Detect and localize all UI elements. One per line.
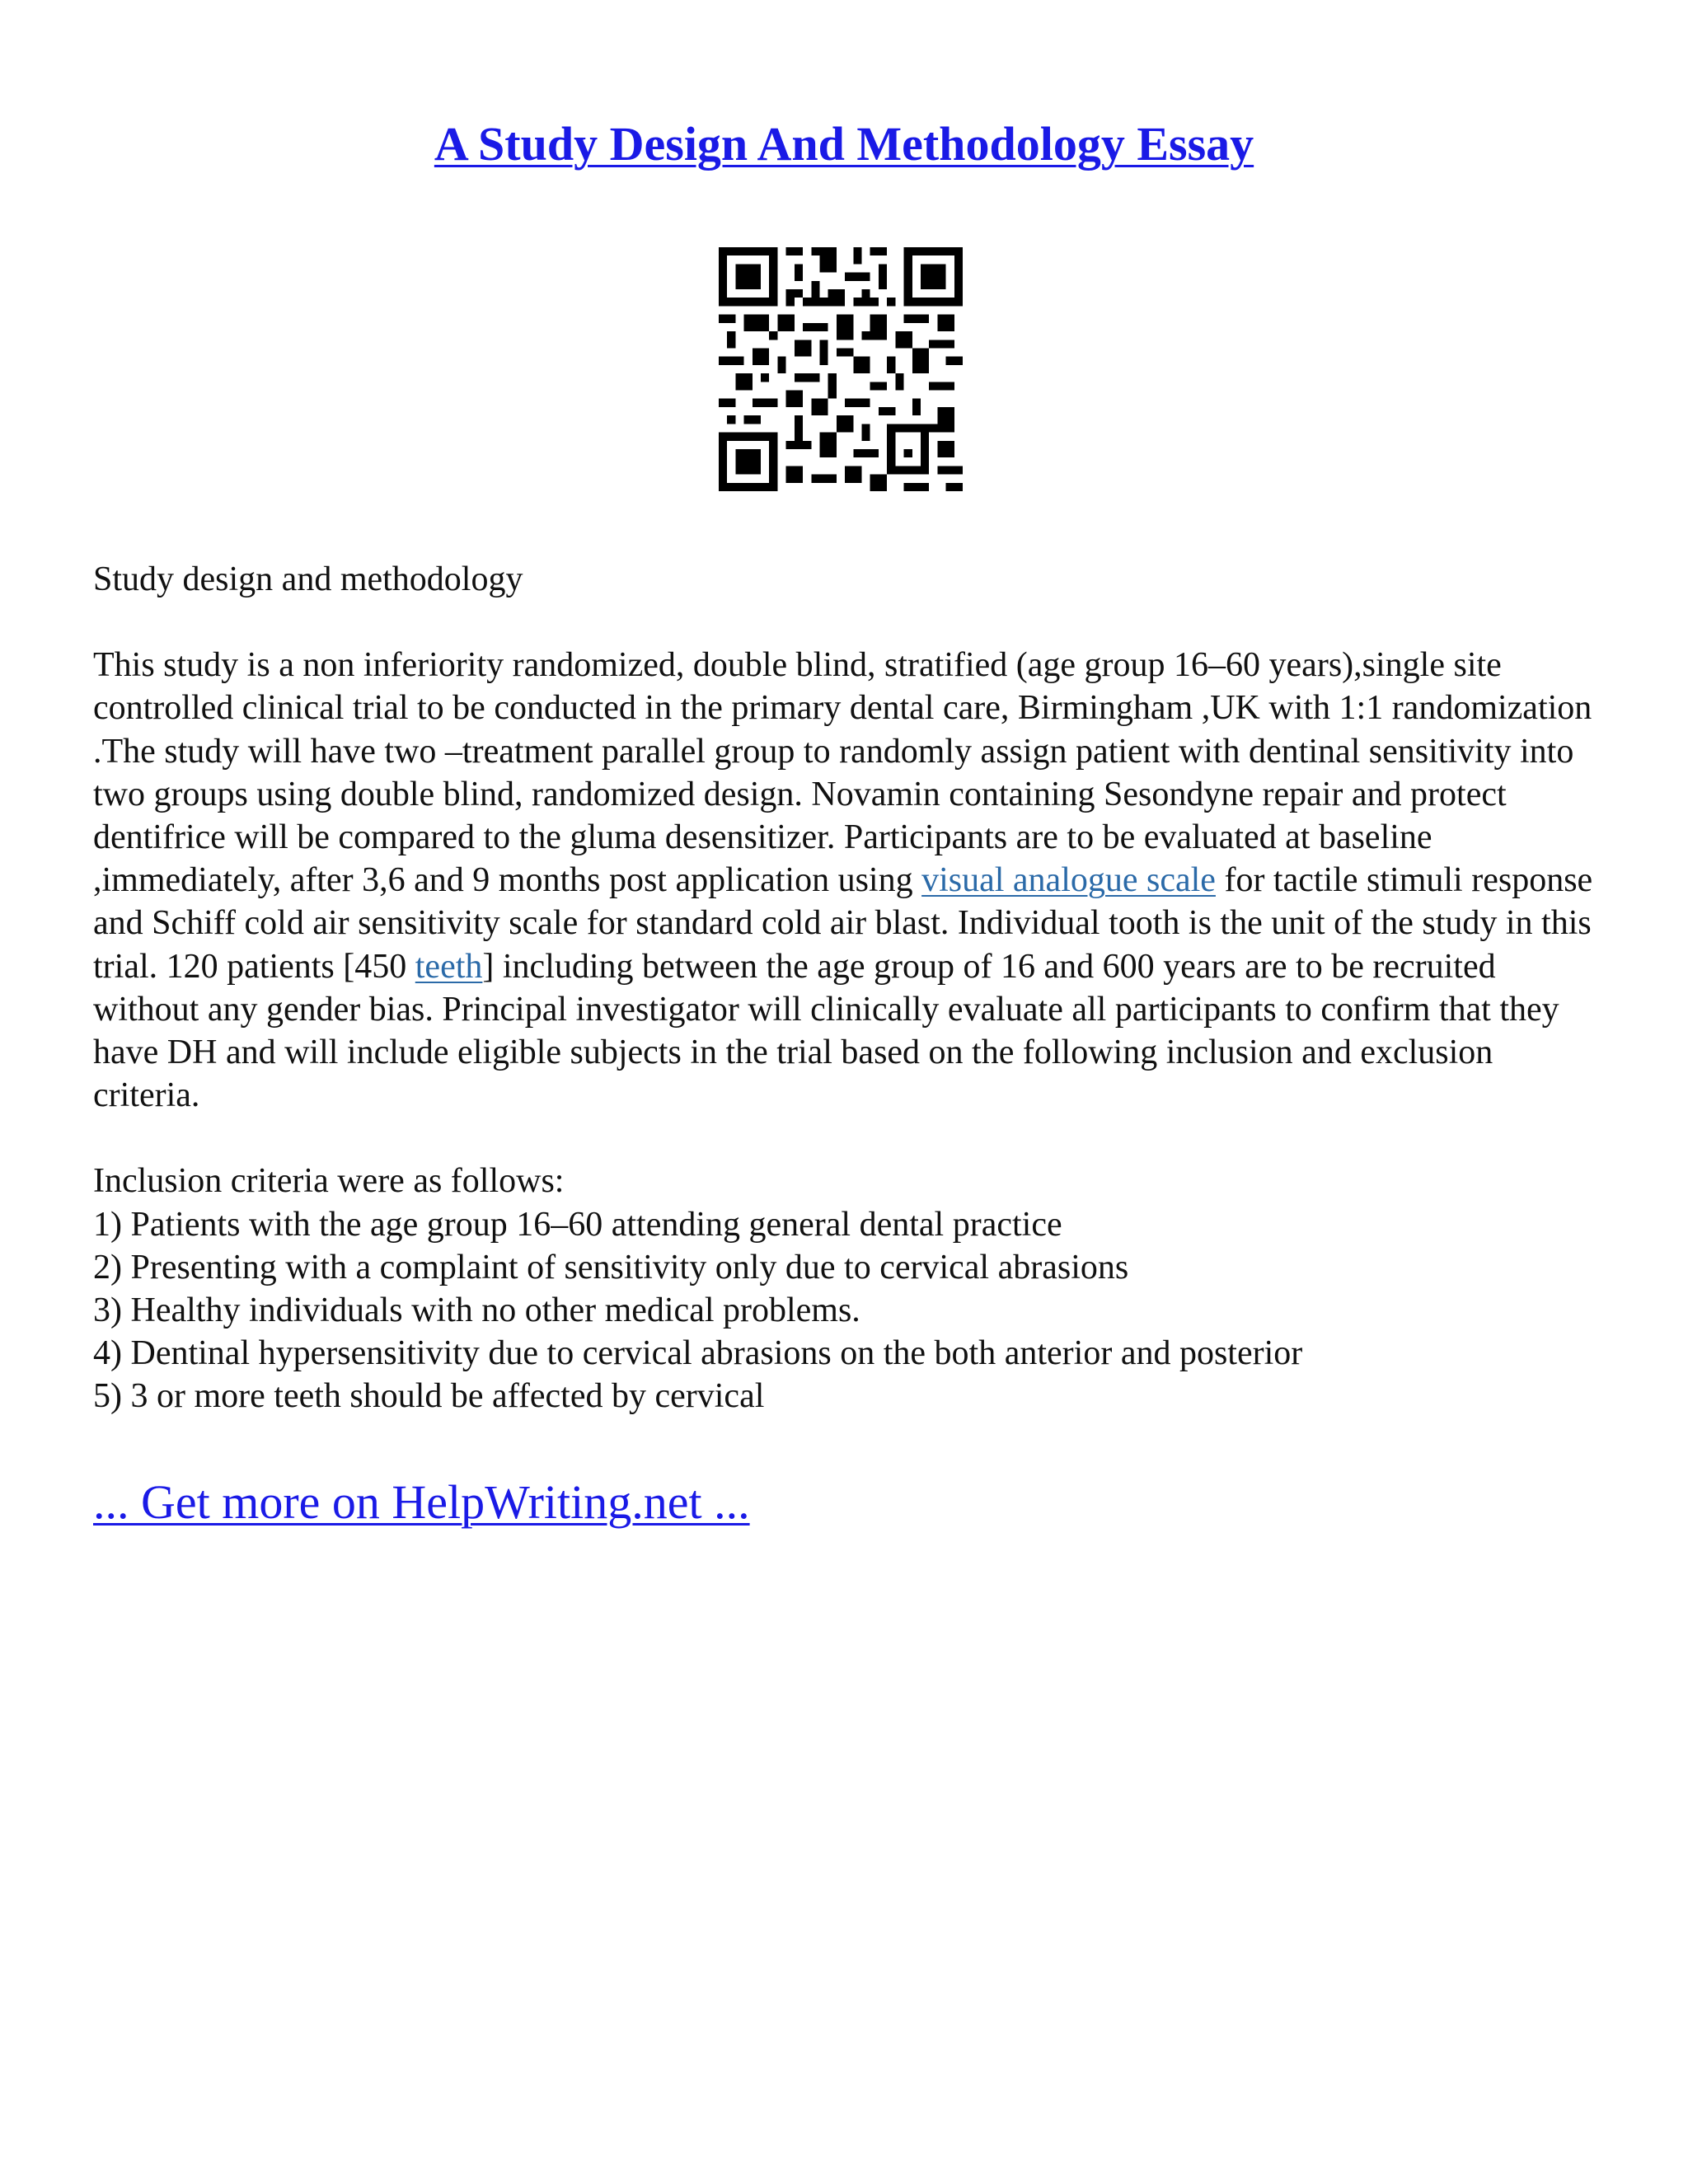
paragraph-text-a: This study is a non inferiority randomized, double blind, stratified (age group 16–60 years),single site controlled clinical trial to be conducted in the primary dental care, Birmingham ,UK with 1:1 randomization .The study will have two –treatment parallel group to randomly assign patient with dentinal sensitivity into two groups using double blind, randomized design. Novamin containing Sesondyne repair and protect dentifrice will be compared to the gluma desensitizer. Participants are to be evaluated at baseline ,immediately, after 3,6 and 9 months post application using xyxy=(93,646,1592,900)
teeth-link[interactable]: teeth xyxy=(415,947,483,986)
get-more-link[interactable]: ... Get more on HelpWriting.net ... xyxy=(93,1475,750,1529)
visual-analogue-scale-link[interactable]: visual analogue scale xyxy=(921,861,1216,900)
title-link[interactable]: A Study Design And Methodology Essay xyxy=(434,117,1254,171)
paragraph-text-b: for tactile stimuli response and Schiff cold air sensitivity scale for standard cold air blast. Individual tooth is the unit of the study in this trial. 120 patients [450 xyxy=(93,861,1593,986)
get-more-section xyxy=(93,1475,750,1530)
list-item: 5) 3 or more teeth should be affected by cervical xyxy=(93,1377,765,1416)
qr-code-icon xyxy=(719,247,963,491)
document-body xyxy=(93,558,1601,1418)
list-item: 1) Patients with the age group 16–60 attending general dental practice xyxy=(93,1205,1062,1244)
paragraph-text-c: ] including between the age group of 16 and 600 years are to be recruited without any gender bias. Principal investigator will clinically evaluate all participants to confirm that they have DH and will include eligible subjects in the trial based on the following inclusion and exclusion criteria. xyxy=(93,947,1559,1115)
list-item: 4) Dentinal hypersensitivity due to cervical abrasions on the both anterior and posterior xyxy=(93,1334,1303,1373)
inclusion-heading: Inclusion criteria were as follows: xyxy=(93,1162,565,1201)
list-item: 2) Presenting with a complaint of sensitivity only due to cervical abrasions xyxy=(93,1248,1129,1286)
section-heading: Study design and methodology xyxy=(93,560,523,598)
document-title xyxy=(0,115,1688,173)
list-item: 3) Healthy individuals with no other medical problems. xyxy=(93,1291,860,1330)
body-paragraph xyxy=(93,644,1601,1117)
qr-code-image xyxy=(719,247,963,491)
